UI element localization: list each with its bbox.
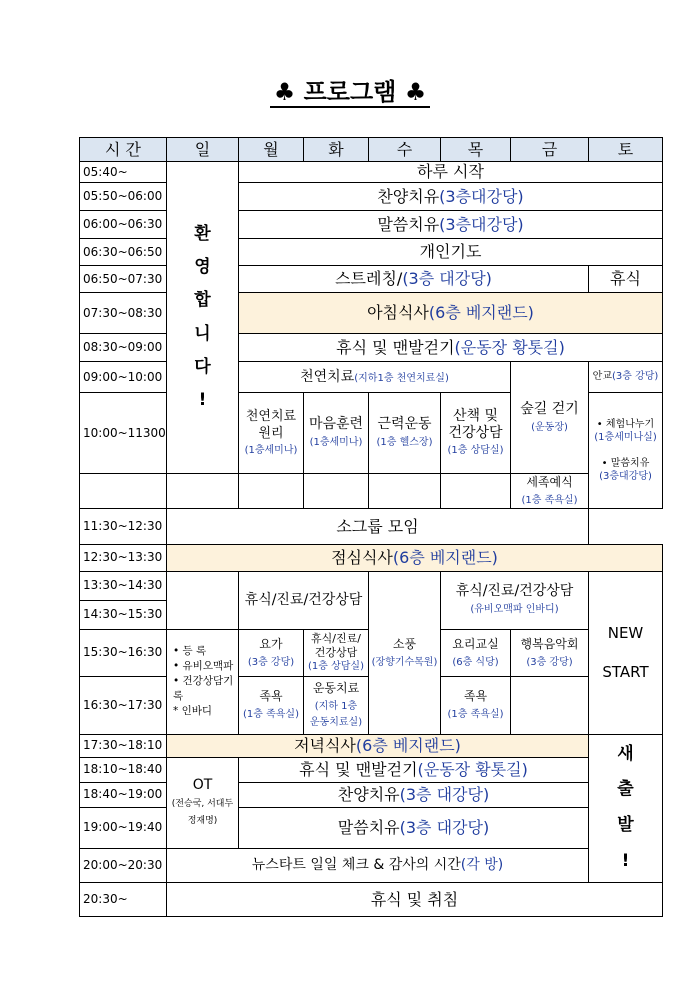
cooking-cell: 요리교실 (6층 식당) (441, 629, 511, 676)
mind-cell: 마음훈련 (1층세미나) (304, 393, 369, 474)
time-cell: 11:30~12:30 (80, 508, 167, 544)
music-cell: 행복음악회 (3층 강당) (511, 629, 589, 676)
header-thu: 목 (441, 138, 511, 162)
principle-cell: 천연치료원리 (1층세미나) (239, 393, 304, 474)
lunch-cell: 점심식사(6층 베지랜드) (167, 544, 663, 571)
time-cell: 17:30~18:10 (80, 734, 167, 757)
header-fri: 금 (511, 138, 589, 162)
time-cell: 20:00~20:30 (80, 848, 167, 882)
time-cell: 15:30~16:30 (80, 629, 167, 676)
sat-depart: 새 출 발 ! (589, 734, 663, 882)
time-cell: 07:30~08:30 (80, 293, 167, 334)
time-cell: 13:30~14:30 (80, 571, 167, 600)
muscle-cell: 근력운동 (1층 헬스장) (369, 393, 441, 474)
thu-blank (441, 474, 511, 509)
wed-blank (369, 474, 441, 509)
footbath-cell: 세족예식 (1층 족욕실) (511, 474, 589, 509)
ot-cell: OT (전승국, 서대두 정재명) (167, 757, 239, 848)
header-row (80, 138, 663, 162)
check-cell: 뉴스타트 일일 체크 & 감사의 시간(각 방) (167, 848, 589, 882)
tue-consult-cell: 휴식/진료/ 건강상담 (1층 상담실) (304, 629, 369, 676)
sunday-welcome: 환 영 합 니 다 ! (167, 162, 239, 474)
foot-cell: 족욕 (1층 족욕실) (239, 676, 304, 734)
sleep-cell: 휴식 및 취침 (167, 882, 663, 916)
header-time: 시 간 (80, 138, 167, 162)
mon-blank (239, 474, 304, 509)
schedule-table (79, 137, 663, 917)
time-cell: 08:30~09:00 (80, 334, 167, 362)
time-cell: 10:00~11300 (80, 393, 167, 474)
walk-cell: 휴식 및 맨발걷기(운동장 황톳길) (239, 334, 663, 362)
wake-cell: 하루 시작 (239, 162, 663, 183)
time-cell: 06:00~06:30 (80, 211, 167, 239)
header-tue: 화 (304, 138, 369, 162)
sat-rest-cell: 휴식 (589, 266, 663, 293)
sunday-blank (167, 474, 239, 509)
rest-consult-cell-2: 휴식/진료/건강상담 (유비오맥파 인바디) (441, 571, 589, 629)
time-cell (80, 474, 167, 509)
time-cell: 06:30~06:50 (80, 239, 167, 266)
header-sun: 일 (167, 138, 239, 162)
header-wed: 수 (369, 138, 441, 162)
picnic-cell: 소풍 (장향기수목원) (369, 571, 441, 734)
natural-therapy-cell: 천연치료(지하1층 천연치료실) (239, 362, 511, 393)
header-sat: 토 (589, 138, 663, 162)
forest-walk-cell: 숲길 걷기 (운동장) (511, 362, 589, 474)
sat-new-start: NEW START (589, 571, 663, 734)
sun-afternoon-blank (167, 571, 239, 629)
small-group-cell: 소그룹 모임 (167, 508, 589, 544)
evening-word-cell: 말씀치유(3층 대강당) (239, 807, 589, 848)
time-cell: 20:30~ (80, 882, 167, 916)
rest-consult-cell-1: 휴식/진료/건강상담 (239, 571, 369, 629)
time-cell: 19:00~19:40 (80, 807, 167, 848)
consult-walk-cell: 산책 및 건강상담 (1층 상담실) (441, 393, 511, 474)
tue-blank (304, 474, 369, 509)
page-title: ♣ 프로그램 ♣ (0, 72, 700, 107)
foot2-cell: 족욕 (1층 족욕실) (441, 676, 511, 734)
dinner-cell: 저녁식사(6층 베지랜드) (167, 734, 589, 757)
time-cell: 18:10~18:40 (80, 757, 167, 782)
breakfast-cell: 아침식사(6층 베지랜드) (239, 293, 663, 334)
time-cell: 06:50~07:30 (80, 266, 167, 293)
prayer-cell: 개인기도 (239, 239, 663, 266)
praise-cell: 찬양치유(3층대강당) (239, 183, 663, 211)
sat-guide-cell: 안교(3층 강당) (589, 362, 663, 393)
yoga-cell: 요가 (3층 강당) (239, 629, 304, 676)
time-cell: 14:30~15:30 (80, 600, 167, 629)
fri-blank (511, 676, 589, 734)
time-cell: 18:40~19:00 (80, 782, 167, 807)
sun-registration-list: • 등 록 • 유비오맥파 • 건강상담기록 * 인바디 (167, 629, 239, 734)
exercise-cell: 운동치료 (지하 1층 운동치료실) (304, 676, 369, 734)
time-cell: 05:50~06:00 (80, 183, 167, 211)
time-cell: 09:00~10:00 (80, 362, 167, 393)
time-cell: 16:30~17:30 (80, 676, 167, 734)
stretch-cell: 스트레칭/(3층 대강당) (239, 266, 589, 293)
evening-praise-cell: 찬양치유(3층 대강당) (239, 782, 589, 807)
word-cell: 말씀치유(3층대강당) (239, 211, 663, 239)
sat-morning-cell: • 체험나누기 (1층세미나실) • 말씀치유 (3층대강당) (589, 393, 663, 509)
header-mon: 월 (239, 138, 304, 162)
time-cell: 05:40~ (80, 162, 167, 183)
evening-walk-cell: 휴식 및 맨발걷기(운동장 황톳길) (239, 757, 589, 782)
time-cell: 12:30~13:30 (80, 544, 167, 571)
